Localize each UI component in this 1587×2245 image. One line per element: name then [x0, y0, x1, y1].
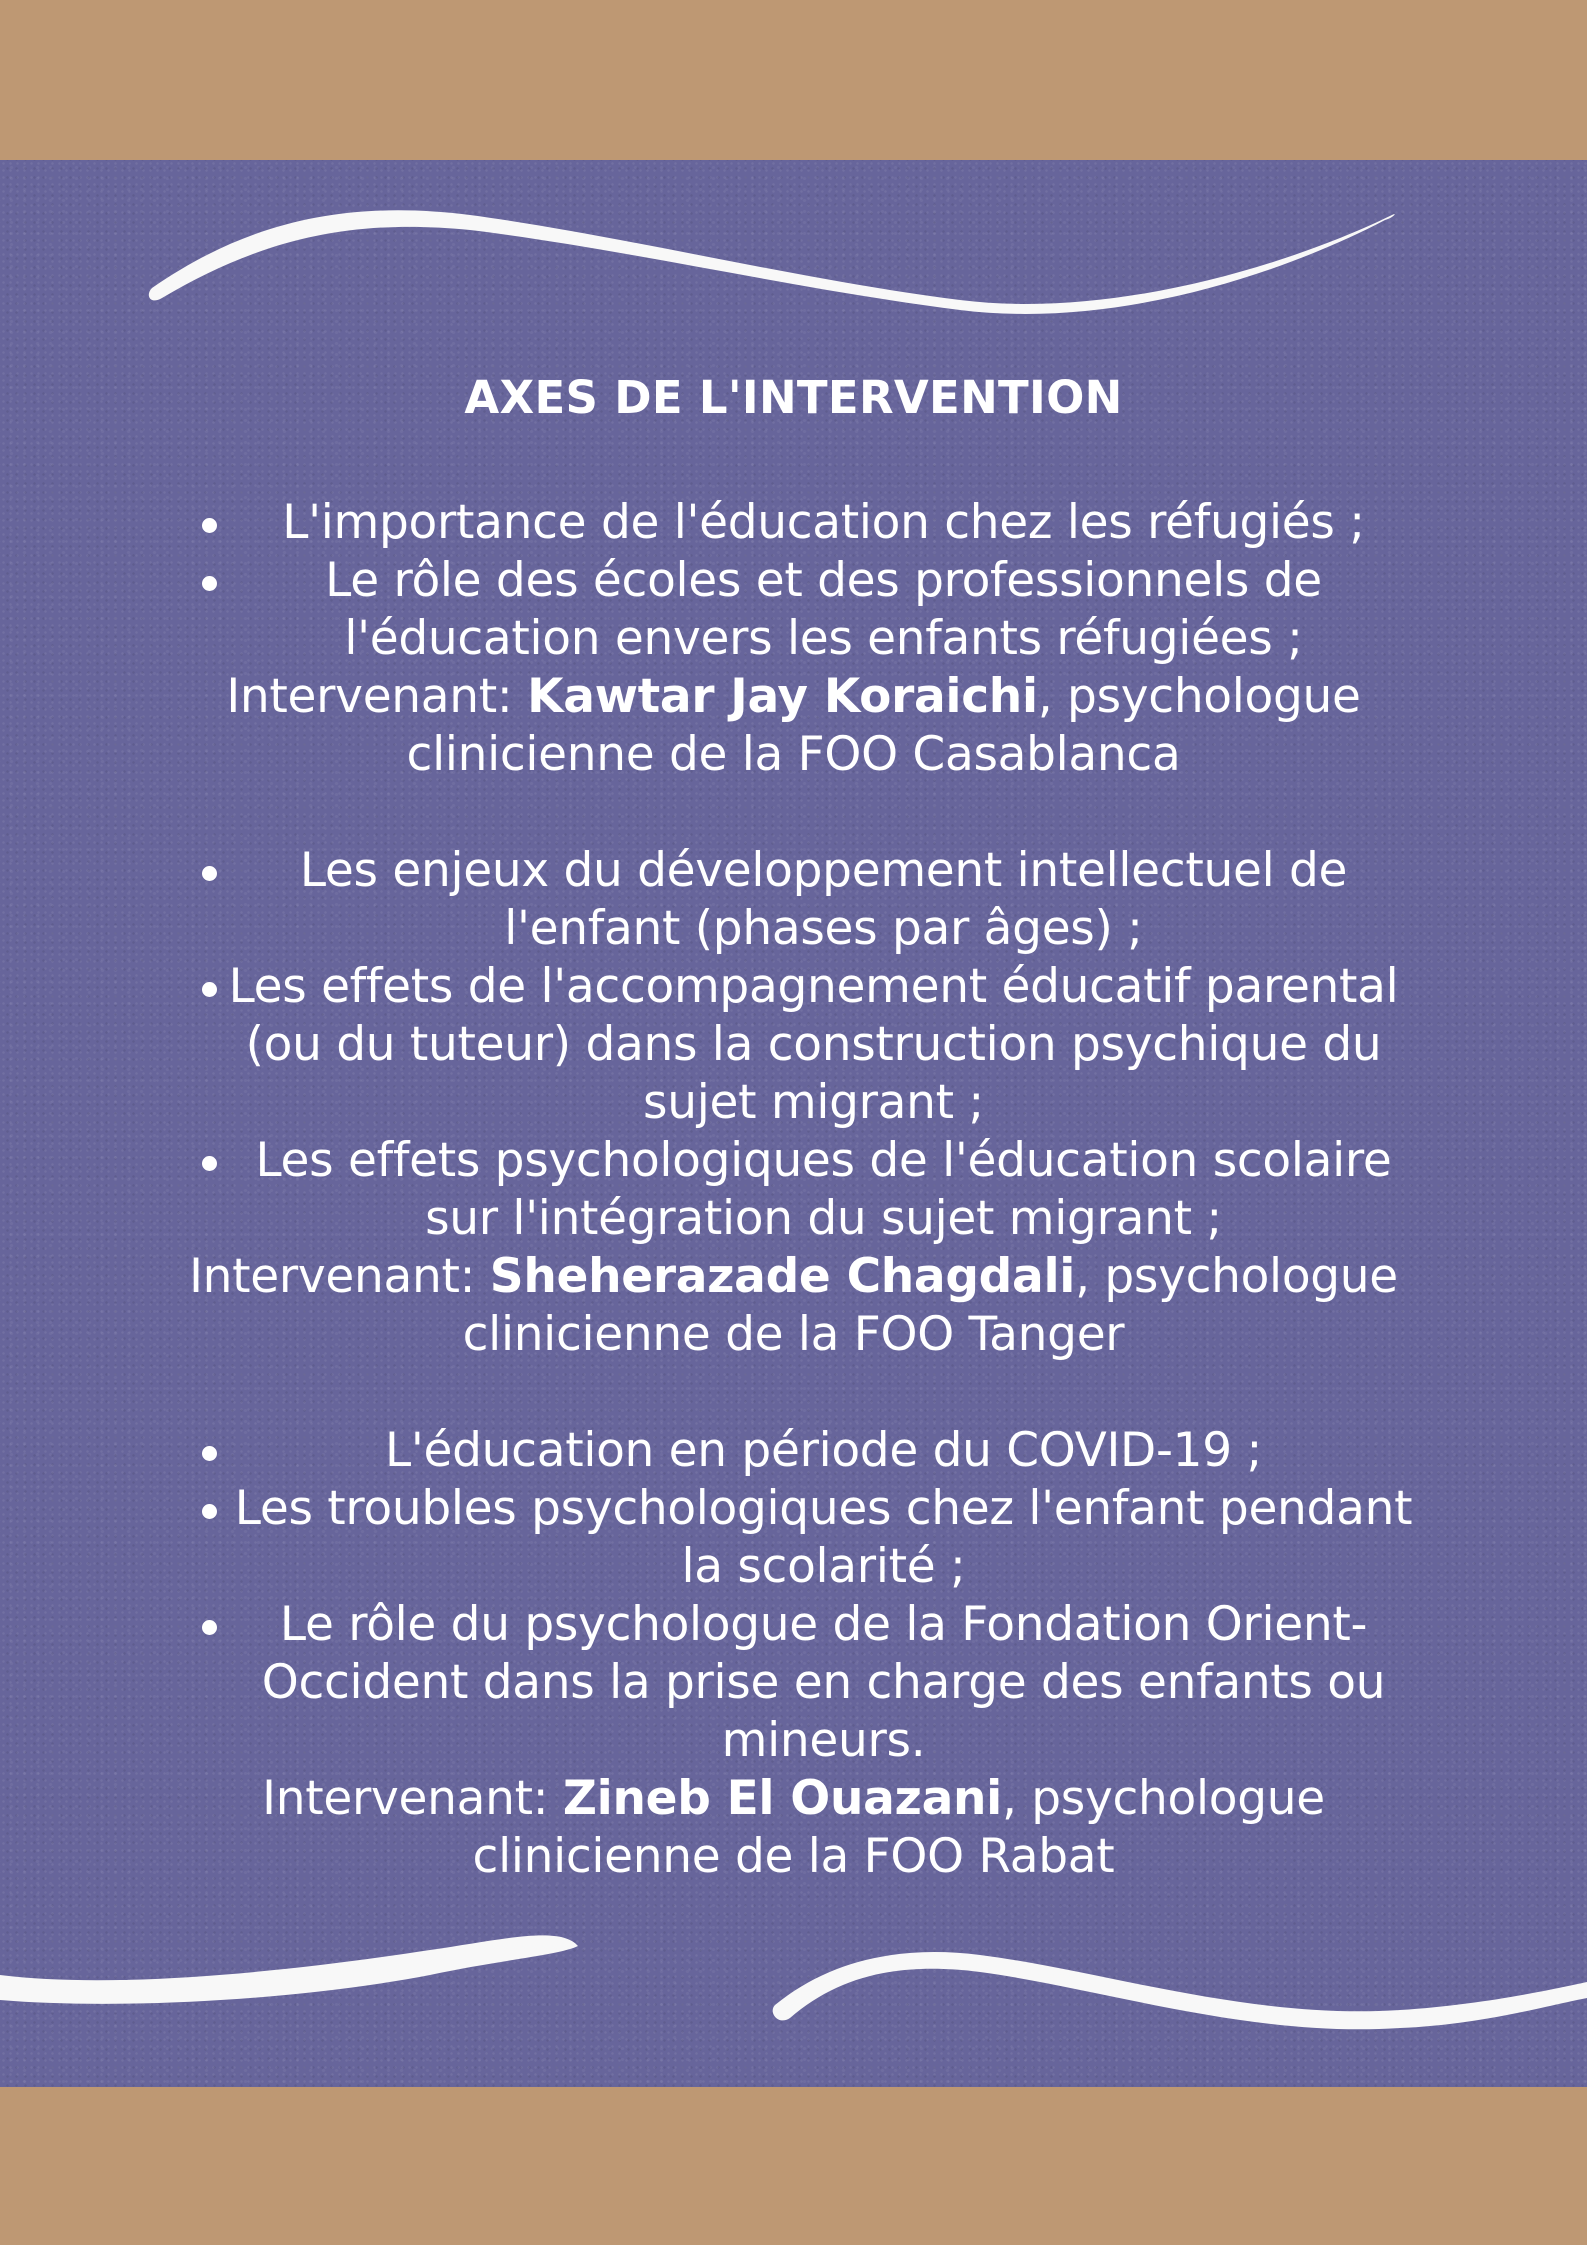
bottom-right-swoosh — [773, 1952, 1587, 2029]
speaker-name: Sheherazade Chagdali — [489, 1249, 1076, 1304]
speaker-role: , psychologue clinicienne de la FOO Rabat — [472, 1771, 1325, 1884]
spacer — [160, 784, 1427, 842]
speaker-prefix: Intervenant: — [262, 1771, 563, 1826]
section-3-list — [160, 1422, 1427, 1770]
bottom-left-swoosh — [0, 1935, 578, 2003]
section-1-list — [160, 494, 1427, 668]
section-2-list — [160, 842, 1427, 1248]
speaker-1 — [160, 668, 1427, 784]
list-item: Les effets psychologiques de l'éducation scolaire sur l'intégration du sujet migrant ; — [160, 1132, 1427, 1248]
spacer — [160, 1364, 1427, 1422]
speaker-name: Zineb El Ouazani — [562, 1771, 1002, 1826]
page-title: AXES DE L'INTERVENTION — [464, 371, 1123, 424]
list-item: Les troubles psychologiques chez l'enfant pendant la scolarité ; — [160, 1480, 1427, 1596]
speaker-3 — [160, 1770, 1427, 1886]
list-item: Les effets de l'accompagnement éducatif parental (ou du tuteur) dans la construction psychique du sujet migrant ; — [160, 958, 1427, 1132]
top-band — [0, 0, 1587, 160]
bottom-band — [0, 2087, 1587, 2245]
intervention-content — [160, 360, 1427, 1886]
speaker-name: Kawtar Jay Koraichi — [527, 669, 1038, 724]
list-item: Le rôle du psychologue de la Fondation Orient-Occident dans la prise en charge des enfants ou mineurs. — [160, 1596, 1427, 1770]
speaker-prefix: Intervenant: — [189, 1249, 490, 1304]
speaker-role: , psychologue clinicienne de la FOO Tanger — [462, 1249, 1398, 1362]
top-swoosh — [149, 210, 1395, 314]
speaker-role: , psychologue clinicienne de la FOO Casablanca — [406, 669, 1361, 782]
speaker-prefix: Intervenant: — [226, 669, 528, 724]
speaker-2 — [160, 1248, 1427, 1364]
list-item: L'importance de l'éducation chez les réfugiés ; — [160, 494, 1427, 552]
list-item: L'éducation en période du COVID-19 ; — [160, 1422, 1427, 1480]
list-item: Les enjeux du développement intellectuel de l'enfant (phases par âges) ; — [160, 842, 1427, 958]
list-item: Le rôle des écoles et des professionnels de l'éducation envers les enfants réfugiées ; — [160, 552, 1427, 668]
